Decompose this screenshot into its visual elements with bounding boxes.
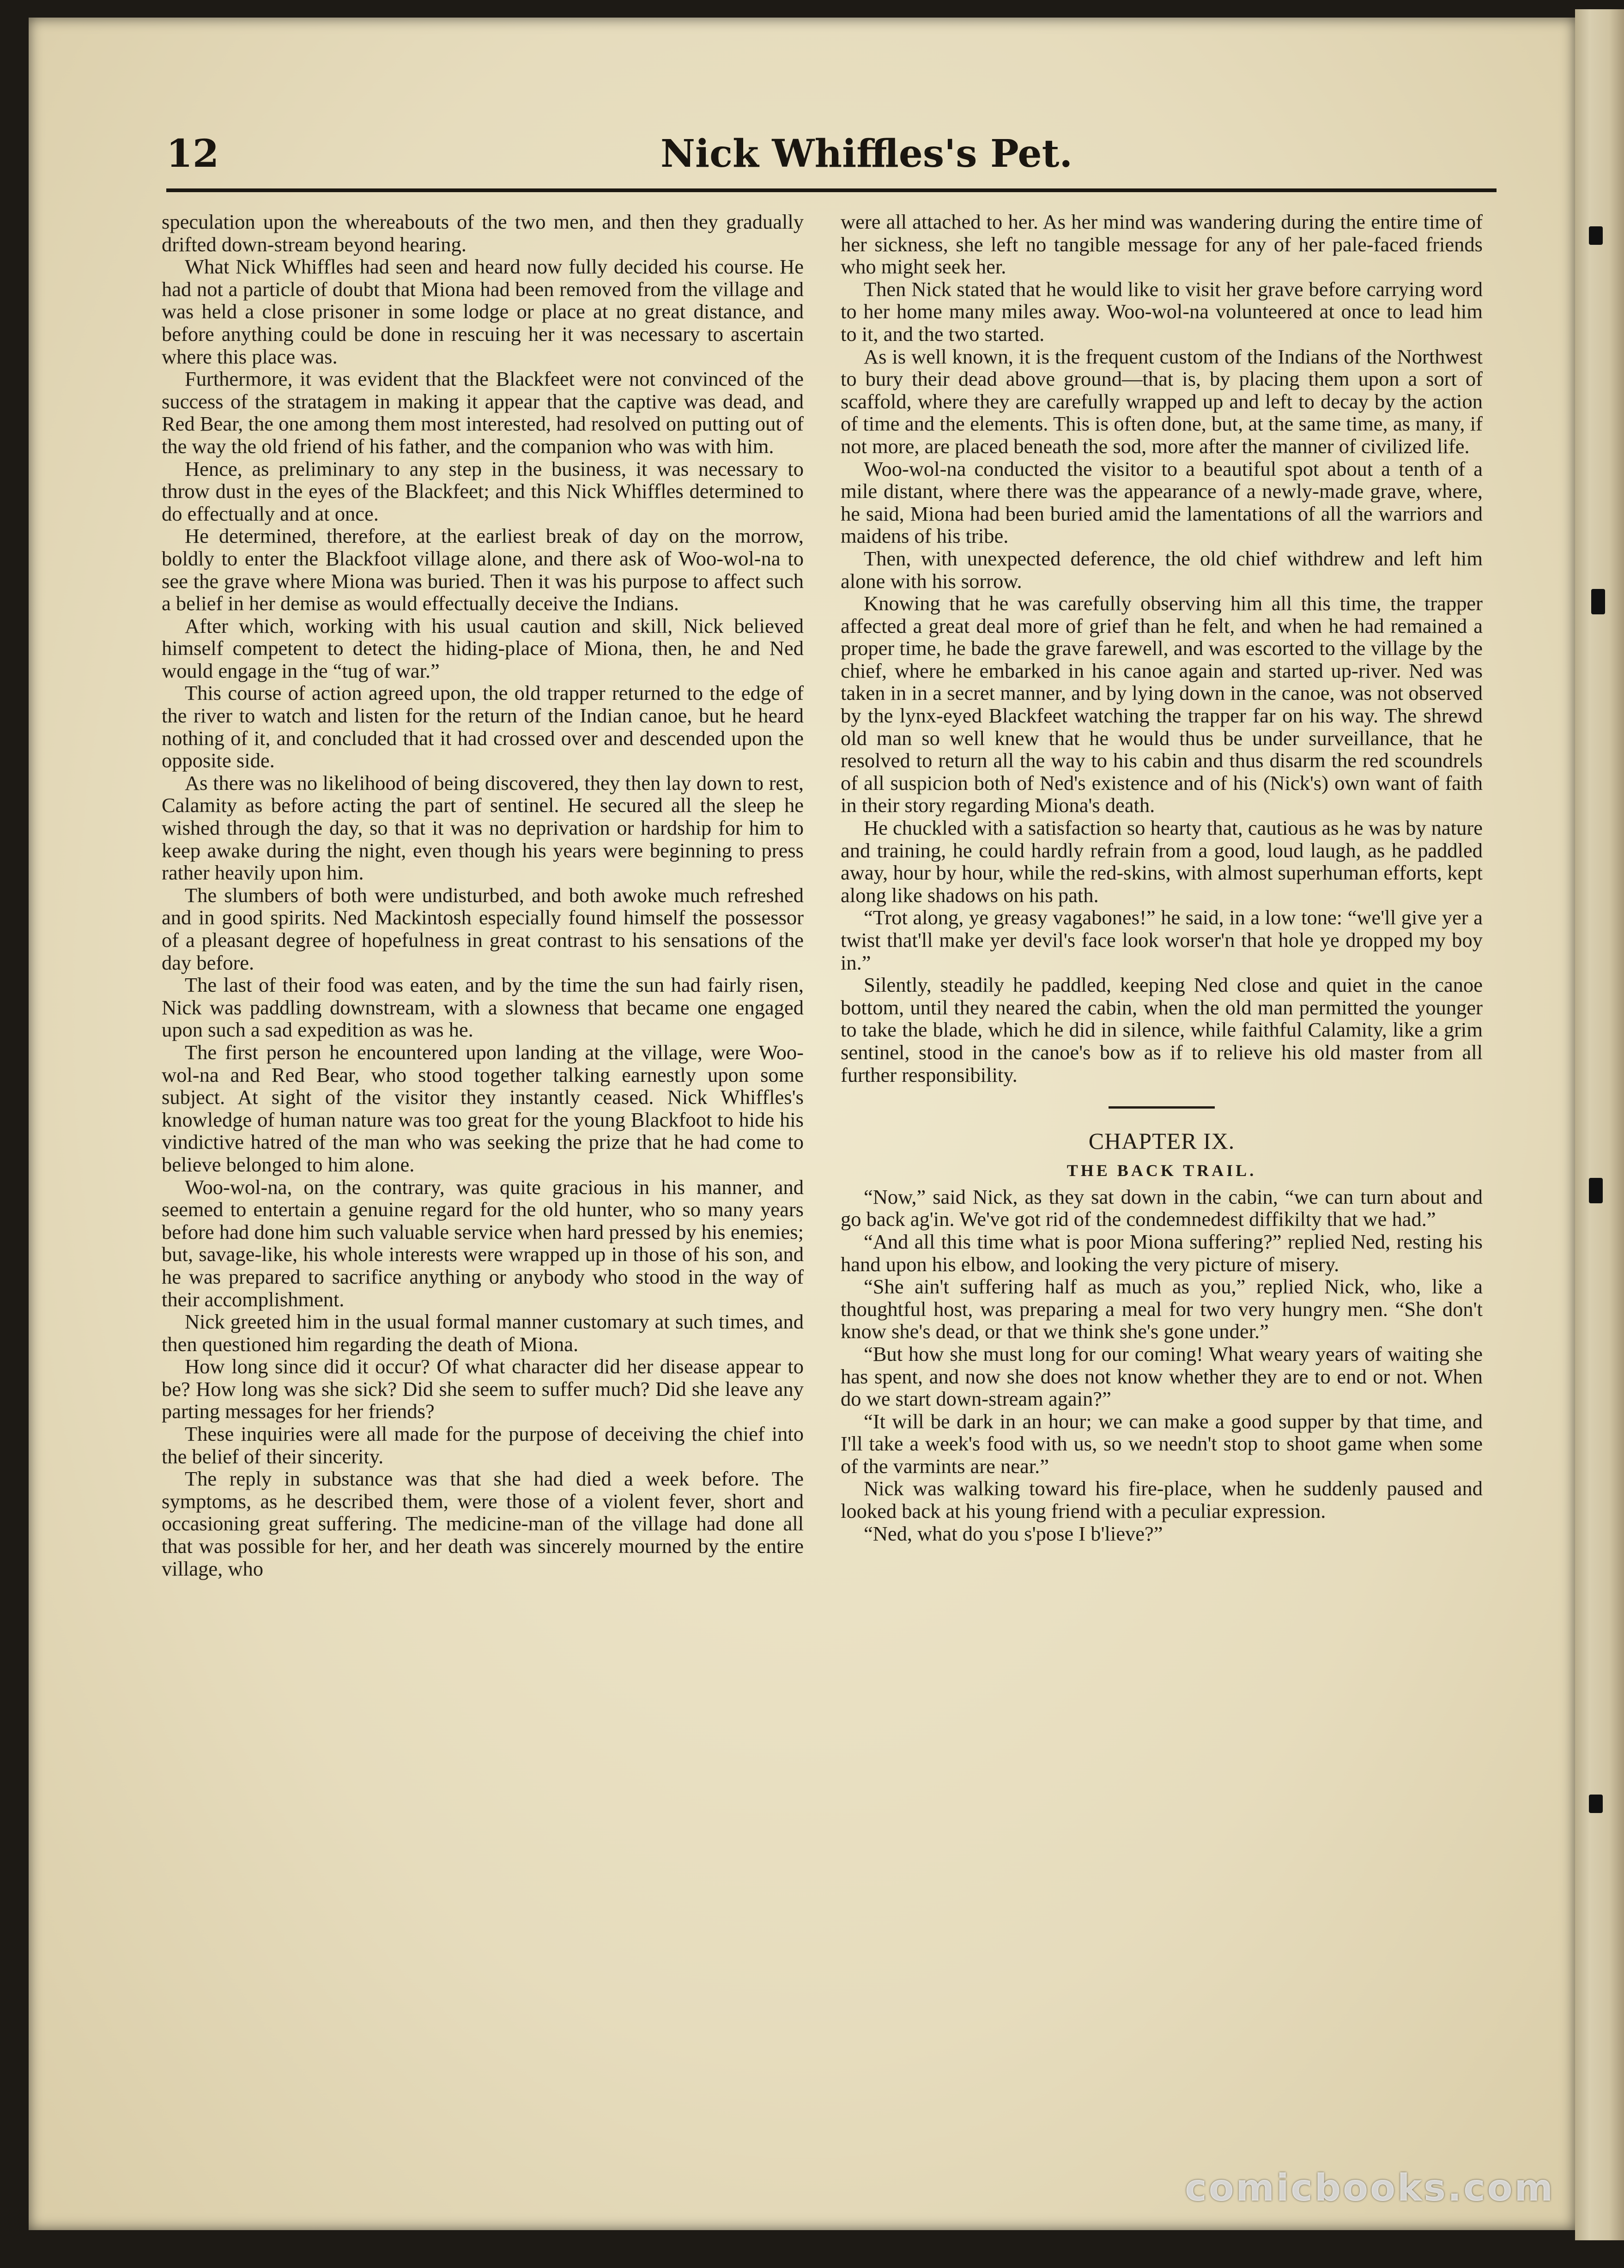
right-column bbox=[841, 211, 1483, 1545]
edge-tab bbox=[1589, 226, 1603, 245]
paragraph: “She ain't suffering half as much as you,” replied Nick, who, like a thoughtful host, was preparing a meal for two very hungry men. “She don't know she's dead, or that we think she's gone under.” bbox=[841, 1275, 1483, 1343]
paragraph: Hence, as preliminary to any step in the business, it was necessary to throw dust in the eyes of the Blackfeet; and this Nick Whiffles determined to do effectually and at once. bbox=[162, 457, 804, 525]
watermark: comicbooks.com bbox=[1185, 2166, 1555, 2209]
paragraph: The last of their food was eaten, and by the time the sun had fairly risen, Nick was paddling downstream, with a slowness that became one engaged upon such a sad expedition as was he. bbox=[162, 973, 804, 1042]
left-column bbox=[162, 211, 804, 1580]
paragraph: Woo-wol-na conducted the visitor to a beautiful spot about a tenth of a mile distant, where there was the appearance of a newly-made grave, where, he said, Miona had been buried amid the lamentations of all the warriors and maidens of his tribe. bbox=[841, 457, 1483, 548]
paragraph: As is well known, it is the frequent custom of the Indians of the Northwest to bury their dead above ground—that is, by placing them upon a sort of scaffold, where they are carefully wrapped up and left to decay by the action of time and the elements. This is often done, but, at the same time, as many, if not more, are placed beneath the sod, more after the manner of civilized life. bbox=[841, 345, 1483, 458]
paragraph: He chuckled with a satisfaction so hearty that, cautious as he was by nature and training, he could hardly refrain from a good, loud laugh, as he paddled away, hour by hour, while the red-skins, with almost superhuman efforts, kept along like shadows on his path. bbox=[841, 816, 1483, 907]
paragraph: Nick was walking toward his fire-place, when he suddenly paused and looked back at his young friend with a peculiar expression. bbox=[841, 1477, 1483, 1523]
chapter-heading: CHAPTER IX. bbox=[1088, 1128, 1235, 1154]
paragraph: Furthermore, it was evident that the Blackfeet were not convinced of the success of the stratagem in making it appear that the captive was dead, and Red Bear, the one among them most interested, had resolved on putting out of the way the old friend of his father, and the companion who was with him. bbox=[162, 367, 804, 458]
paragraph: “It will be dark in an hour; we can make a good supper by that time, and I'll take a week's food with us, so we needn't stop to shoot game when some of the varmints are near.” bbox=[841, 1409, 1483, 1478]
chapter-title: THE BACK TRAIL. bbox=[1067, 1161, 1257, 1180]
paragraph: These inquiries were all made for the purpose of deceiving the chief into the belief of their sincerity. bbox=[162, 1422, 804, 1468]
paragraph: “But how she must long for our coming! What weary years of waiting she has spent, and now she does not know whether they are to end or not. When do we start down-stream again?” bbox=[841, 1342, 1483, 1411]
paragraph: Woo-wol-na, on the contrary, was quite gracious in his manner, and seemed to entertain a genuine regard for the old hunter, who so many years before had done him such valuable service when hard pressed by his enemies; but, savage-like, his whole interests were wrapped up in those of his son, and he was prepared to sacrifice anything or anybody who stood in the way of their accomplishment. bbox=[162, 1175, 804, 1311]
header-rule bbox=[166, 188, 1497, 192]
paragraph: Then, with unexpected deference, the old chief withdrew and left him alone with his sorrow. bbox=[841, 546, 1483, 593]
page-number: 12 bbox=[166, 132, 219, 176]
paragraph: How long since did it occur? Of what character did her disease appear to be? How long was she sick? Did she seem to suffer much? Did she leave any parting messages for her friends? bbox=[162, 1355, 804, 1423]
paragraph: “Ned, what do you s'pose I b'lieve?” bbox=[864, 1522, 1163, 1545]
paragraph: Silently, steadily he paddled, keeping Ned close and quiet in the canoe bottom, until they neared the cabin, when the old man permitted the younger to take the blade, which he did in silence, while faithful Calamity, like a grim sentinel, stood in the canoe's bow as if to relieve his old master from all further responsibility. bbox=[841, 973, 1483, 1086]
paragraph: speculation upon the whereabouts of the two men, and then they gradually drifted down-stream beyond hearing. bbox=[162, 210, 804, 256]
right-column-body bbox=[841, 211, 1483, 1086]
paragraph: The slumbers of both were undisturbed, and both awoke much refreshed and in good spirits. Ned Mackintosh especially found himself the possessor of a pleasant degree of hopefulness in great contrast to his sensations of the day before. bbox=[162, 883, 804, 974]
edge-tab bbox=[1589, 1795, 1603, 1813]
chapter-body bbox=[841, 1186, 1483, 1545]
paragraph: Then Nick stated that he would like to visit her grave before carrying word to her home many miles away. Woo-wol-na volunteered at once to lead him to it, and the two started. bbox=[841, 277, 1483, 346]
paragraph: After which, working with his usual caution and skill, Nick believed himself competent to detect the hiding-place of Miona, then, he and Ned would engage in the “tug of war.” bbox=[162, 614, 804, 682]
edge-tab bbox=[1589, 1178, 1603, 1203]
page-header bbox=[166, 132, 1492, 182]
paragraph: The first person he encountered upon landing at the village, were Woo-wol-na and Red Bear, who stood together talking earnestly upon some subject. At sight of the visitor they instantly ceased. Nick Whiffles's knowledge of human nature was too great for the young Blackfoot to hide his vindictive hatred of the man who was seeking the prize that he had come to believe belonged to him alone. bbox=[162, 1040, 804, 1176]
page-stack-edge bbox=[1575, 9, 1624, 2240]
paragraph: “Now,” said Nick, as they sat down in the cabin, “we can turn about and go back ag'in. We've got rid of the condemnedest diffikilty that we had.” bbox=[841, 1185, 1483, 1231]
paragraph: The reply in substance was that she had died a week before. The symptoms, as he described them, were those of a violent fever, short and occasioning great suffering. The medicine-man of the village had done all that was possible for her, and her death was sincerely mourned by the entire village, who bbox=[162, 1467, 804, 1580]
paragraph: This course of action agreed upon, the old trapper returned to the edge of the river to watch and listen for the return of the Indian canoe, but he heard nothing of it, and concluded that it had crossed over and descended upon the opposite side. bbox=[162, 681, 804, 772]
paragraph: “And all this time what is poor Miona suffering?” replied Ned, resting his hand upon his elbow, and looking the very picture of misery. bbox=[841, 1230, 1483, 1276]
section-divider bbox=[1109, 1106, 1215, 1109]
running-title: Nick Whiffles's Pet. bbox=[661, 132, 1073, 176]
edge-tab bbox=[1591, 589, 1605, 614]
paragraph: Knowing that he was carefully observing him all this time, the trapper affected a great deal more of grief than he felt, and when he had remained a proper time, he bade the grave farewell, and was escorted to the village by the chief, where he embarked in his canoe again and started up-river. Ned was taken in in a secret manner, and by lying down in the canoe, was not observed by the lynx-eyed Blackfeet watching the trapper far on his way. The shrewd old man so well knew that he would thus be under surveillance, that he resolved to return all the way to his cabin and thus disarm the red scoundrels of all suspicion both of Ned's existence and of his (Nick's) own want of faith in their story regarding Miona's death. bbox=[841, 592, 1483, 817]
paragraph: What Nick Whiffles had seen and heard now fully decided his course. He had not a particle of doubt that Miona had been removed from the village and was held a close prisoner in some lodge or place at no great distance, and before anything could be done in rescuing her it was necessary to ascertain where this place was. bbox=[162, 255, 804, 368]
paragraph: “Trot along, ye greasy vagabones!” he said, in a low tone: “we'll give yer a twist that'll make yer devil's face look worser'n that hole ye dropped my boy in.” bbox=[841, 906, 1483, 974]
paragraph: As there was no likelihood of being discovered, they then lay down to rest, Calamity as before acting the part of sentinel. He secured all the sleep he wished through the day, so that it was no deprivation or hardship for him to keep awake during the night, even though his years were beginning to press rather heavily upon him. bbox=[162, 771, 804, 885]
paragraph: Nick greeted him in the usual formal manner customary at such times, and then questioned him regarding the death of Miona. bbox=[162, 1310, 804, 1356]
paragraph: He determined, therefore, at the earliest break of day on the morrow, boldly to enter the Blackfoot village alone, and there ask of Woo-wol-na to see the grave where Miona was buried. Then it was his purpose to affect such a belief in her demise as would effectually deceive the Indians. bbox=[162, 524, 804, 615]
paragraph: were all attached to her. As her mind was wandering during the entire time of her sickness, she left no tangible message for any of her pale-faced friends who might seek her. bbox=[841, 210, 1483, 279]
